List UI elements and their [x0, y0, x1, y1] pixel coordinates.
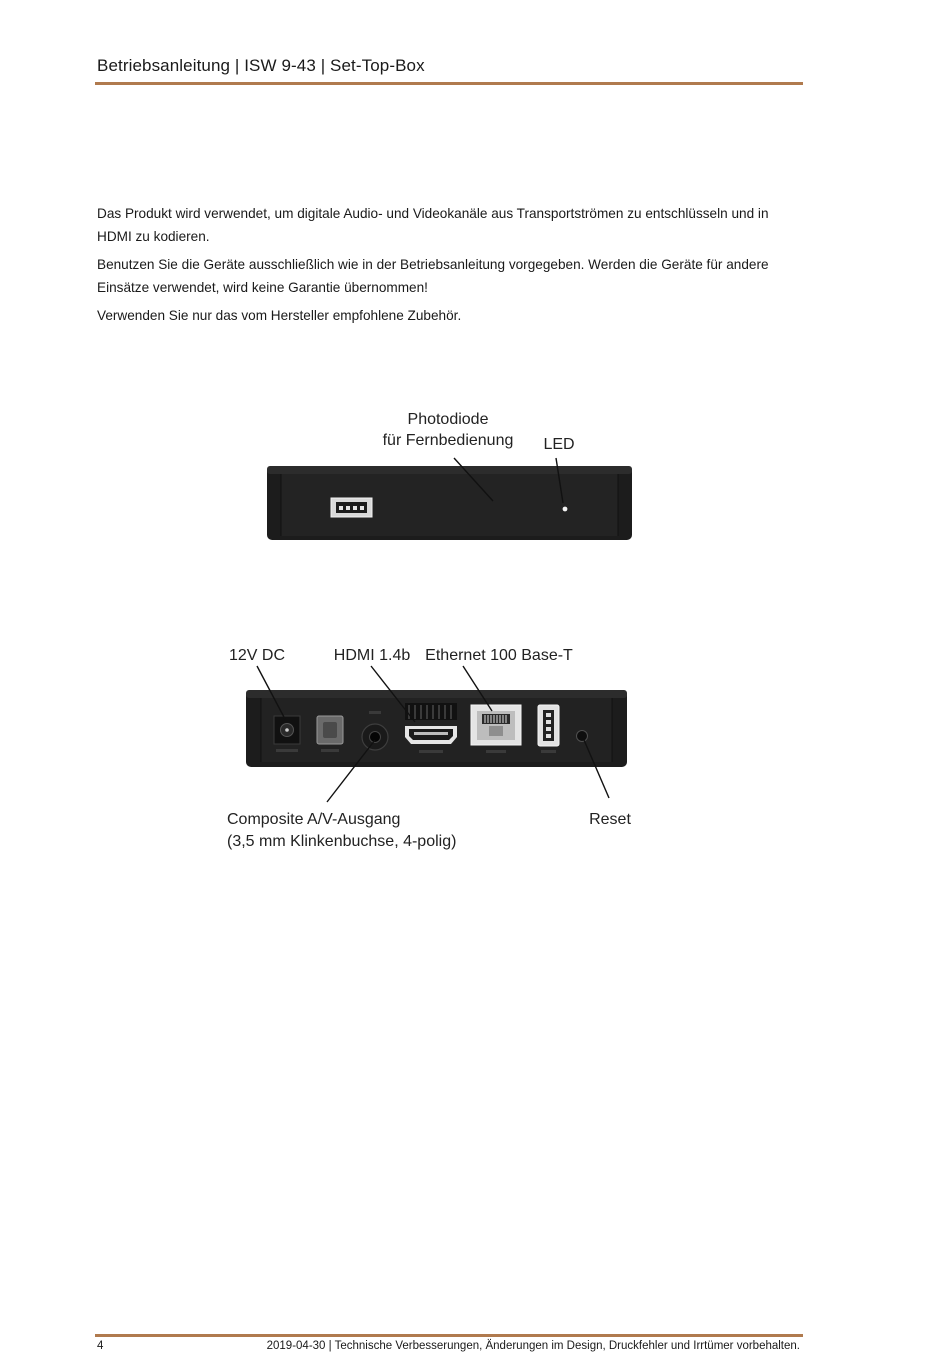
label-ethernet: Ethernet 100 Base-T [425, 647, 573, 664]
label-reset: Reset [589, 811, 631, 828]
label-12v-dc: 12V DC [228, 647, 286, 664]
page-header-title: Betriebsanleitung | ISW 9-43 | Set-Top-Box [97, 56, 425, 75]
usb-port-rear-icon [538, 705, 559, 753]
reset-button-icon [577, 731, 588, 742]
led-indicator-icon [563, 507, 568, 512]
label-photodiode-line2: für Fernbedienung [382, 432, 514, 449]
label-composite-line1: Composite A/V-Ausgang [227, 811, 401, 828]
footer-rule [95, 1334, 803, 1337]
label-hdmi: HDMI 1.4b [333, 647, 411, 664]
paragraph-intended-use: Das Produkt wird verwendet, um digitale Audio- und Videokanäle aus Transportströmen zu entschlüsseln und in HDMI zu kodieren. [97, 206, 769, 244]
front-device-top-edge [267, 466, 632, 474]
footer-disclaimer: 2019-04-30 | Technische Verbesserungen, Änderungen im Design, Druckfehler und Irrtümer vorbehalten. [266, 1340, 800, 1352]
page-number: 4 [97, 1340, 104, 1352]
paragraph-accessories: Verwenden Sie nur das vom Hersteller empfohlene Zubehör. [97, 308, 462, 323]
front-view-figure [267, 411, 632, 540]
rear-view-figure [227, 647, 631, 850]
label-composite-line2: (3,5 mm Klinkenbuchse, 4-polig) [227, 833, 457, 850]
paragraph-usage-warranty: Benutzen Sie die Geräte ausschließlich wie in der Betriebsanleitung vorgegeben. Werden die Geräte für andere Einsätze verwendet, wird keine Garantie übernommen! [97, 257, 769, 295]
rear-device-top-edge [246, 690, 627, 698]
label-led: LED [543, 436, 575, 453]
usb-port-front-icon [331, 498, 372, 517]
label-photodiode-line1: Photodiode [407, 411, 489, 428]
